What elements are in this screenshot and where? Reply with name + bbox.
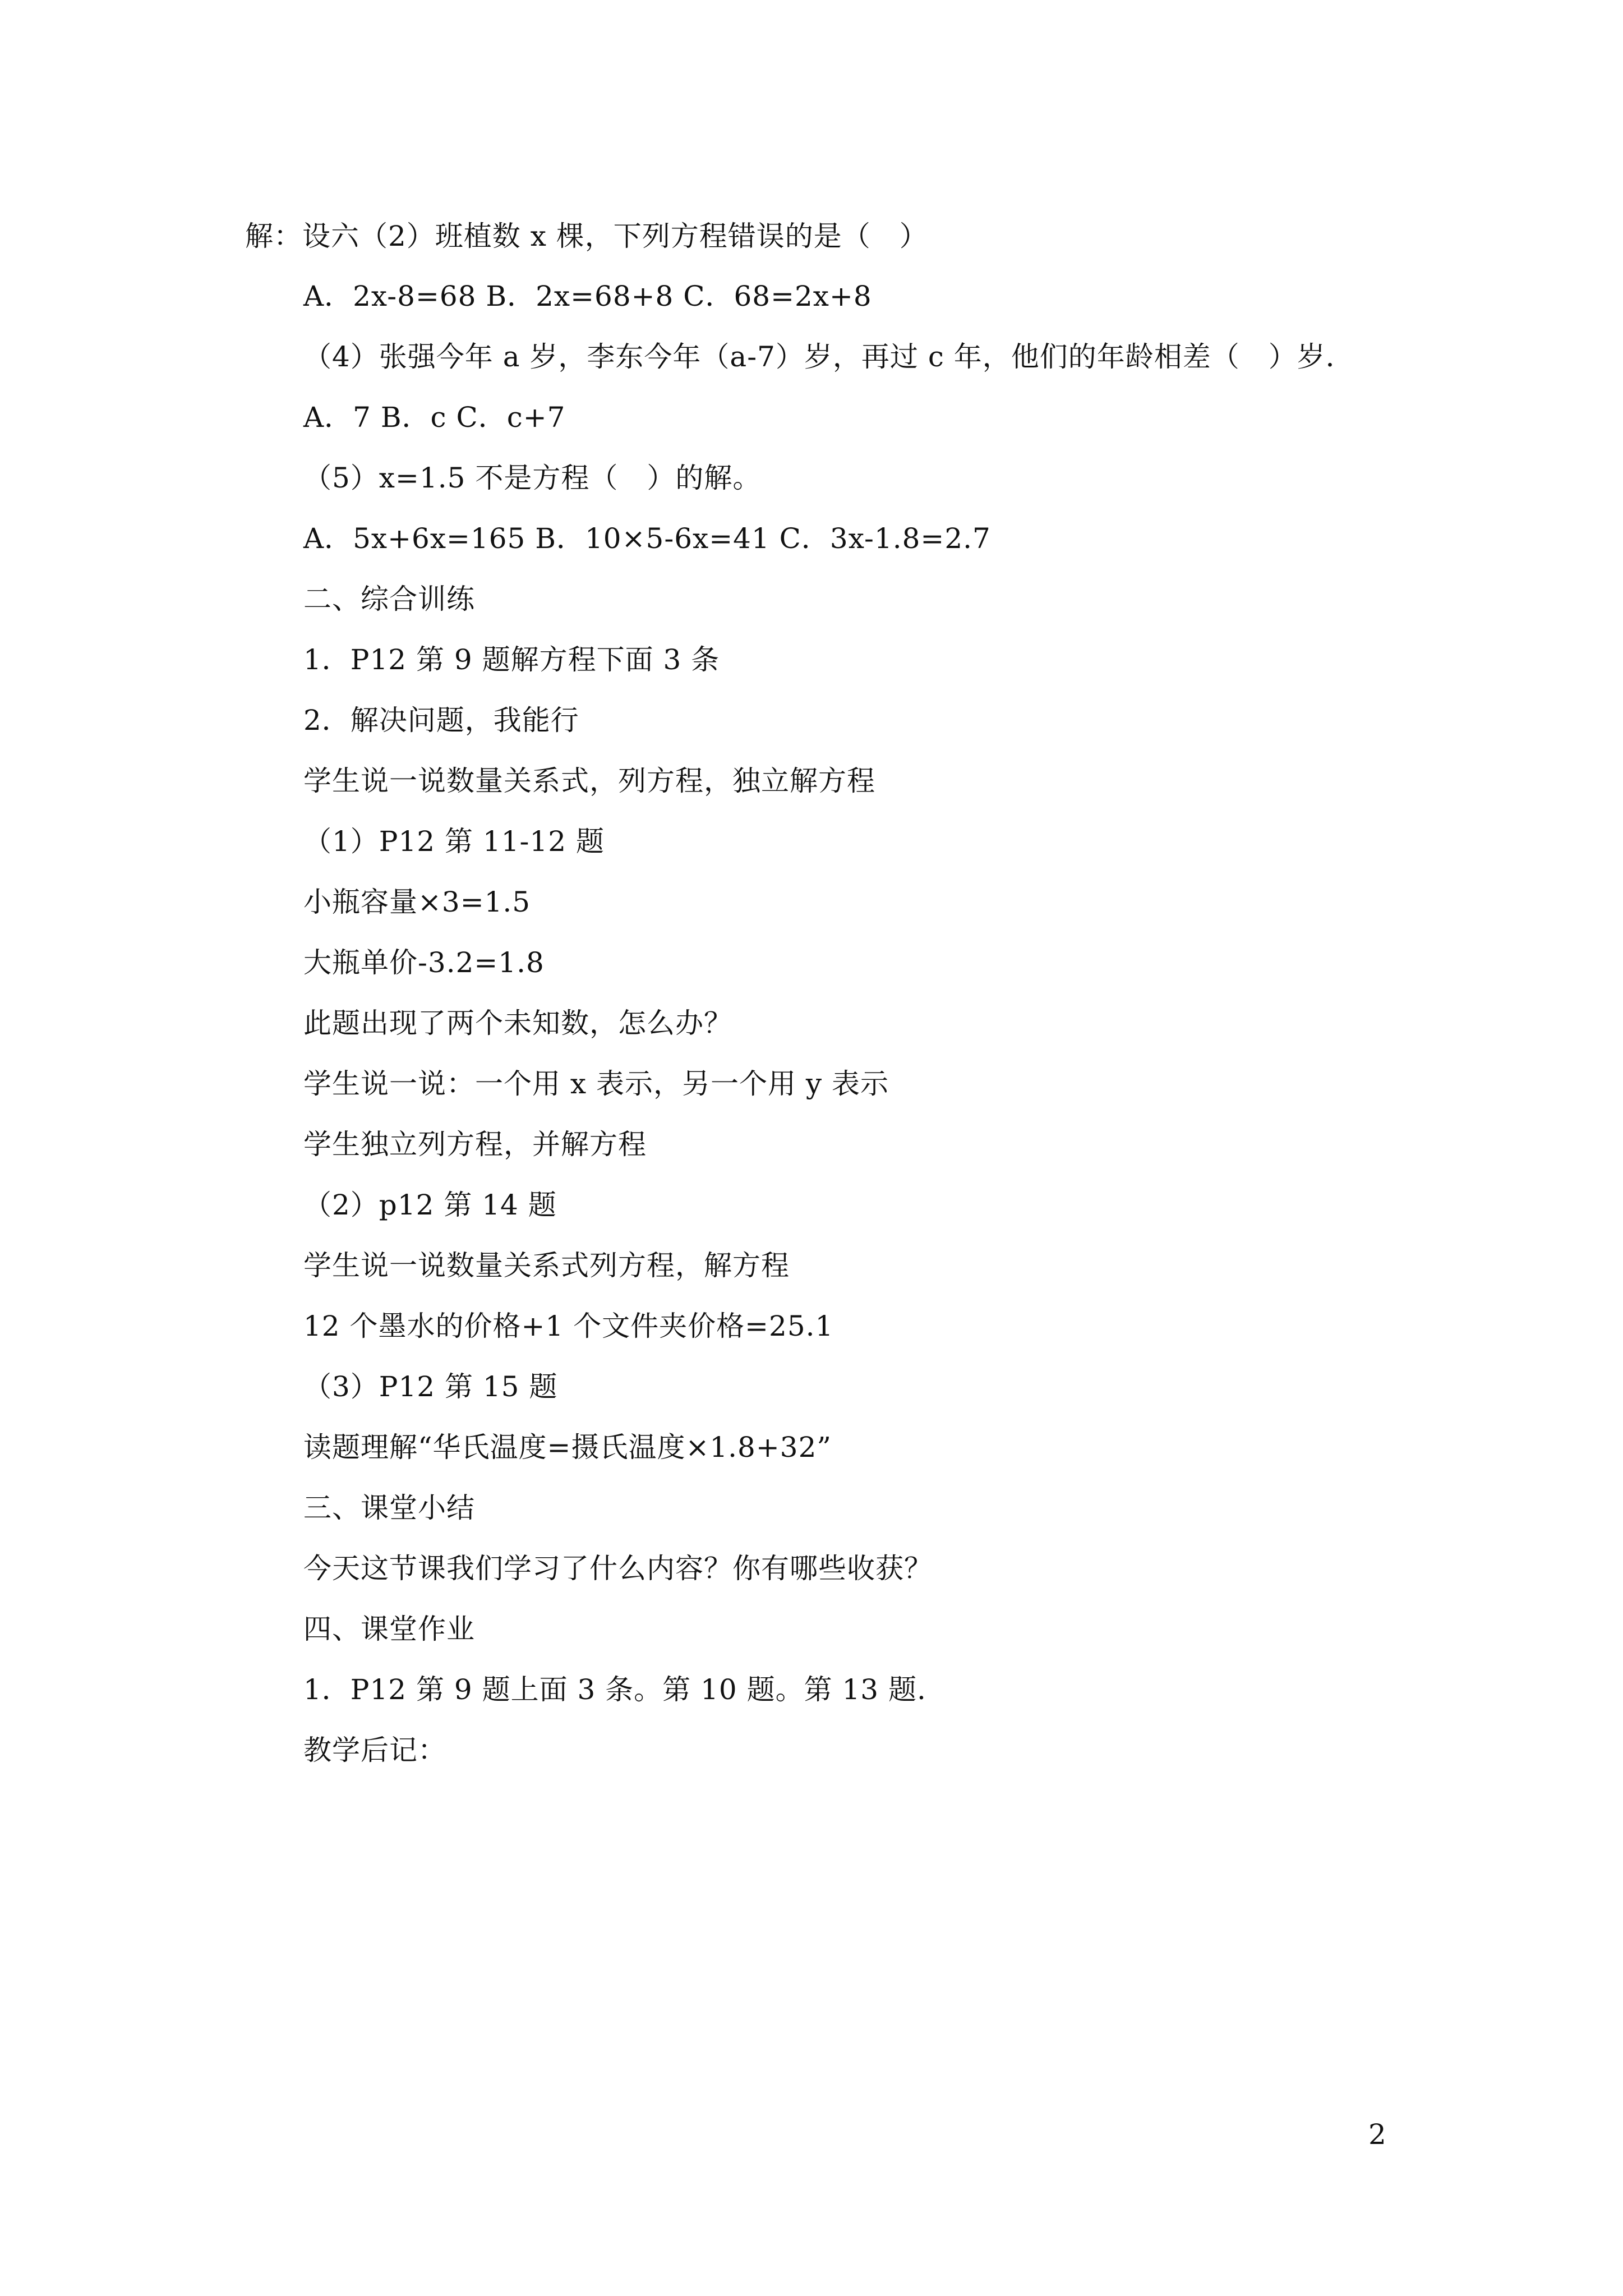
text-line: 教学后记： (303, 1734, 446, 1766)
text-line: （4）张强今年 a 岁，李东今年（a-7）岁，再过 c 年，他们的年龄相差（ ）岁． (303, 341, 1354, 373)
section-heading: 三、课堂小结 (303, 1492, 475, 1524)
text-line: 学生说一说数量关系式，列方程，独立解方程 (303, 765, 875, 797)
text-line: 大瓶单价-3.2=1.8 (303, 946, 545, 979)
text-line: 1．P12 第 9 题解方程下面 3 条 (303, 643, 720, 676)
text-line: 解：设六（2）班植数 x 棵，下列方程错误的是（ ） (245, 220, 928, 252)
text-line: （1）P12 第 11-12 题 (303, 825, 605, 858)
text-line: A．5x+6x=165 B．10×5-6x=41 C．3x-1.8=2.7 (303, 522, 991, 555)
section-heading: 二、综合训练 (303, 583, 475, 615)
text-line: 此题出现了两个未知数，怎么办？ (303, 1007, 732, 1039)
page-number: 2 (1368, 2118, 1386, 2151)
text-line: 今天这节课我们学习了什么内容？你有哪些收获？ (303, 1552, 933, 1585)
text-line: 1．P12 第 9 题上面 3 条。第 10 题。第 13 题. (303, 1673, 926, 1706)
text-line: A．7 B．c C．c+7 (303, 401, 566, 434)
text-line: A．2x-8=68 B．2x=68+8 C．68=2x+8 (303, 280, 872, 312)
text-line: 读题理解“华氏温度=摄氏温度×1.8+32” (303, 1431, 832, 1464)
text-line: 学生说一说数量关系式列方程，解方程 (303, 1249, 790, 1282)
text-line: 12 个墨水的价格+1 个文件夹价格=25.1 (303, 1310, 834, 1342)
text-line: 学生说一说：一个用 x 表示，另一个用 y 表示 (303, 1068, 889, 1100)
section-heading: 四、课堂作业 (303, 1613, 475, 1645)
text-line: 2．解决问题，我能行 (303, 704, 579, 737)
text-line: 学生独立列方程，并解方程 (303, 1128, 647, 1161)
text-line: （2）p12 第 14 题 (303, 1189, 557, 1221)
text-line: 小瓶容量×3=1.5 (303, 886, 531, 918)
text-line: （5）x=1.5 不是方程（ ）的解。 (303, 462, 762, 494)
text-line: （3）P12 第 15 题 (303, 1370, 558, 1403)
